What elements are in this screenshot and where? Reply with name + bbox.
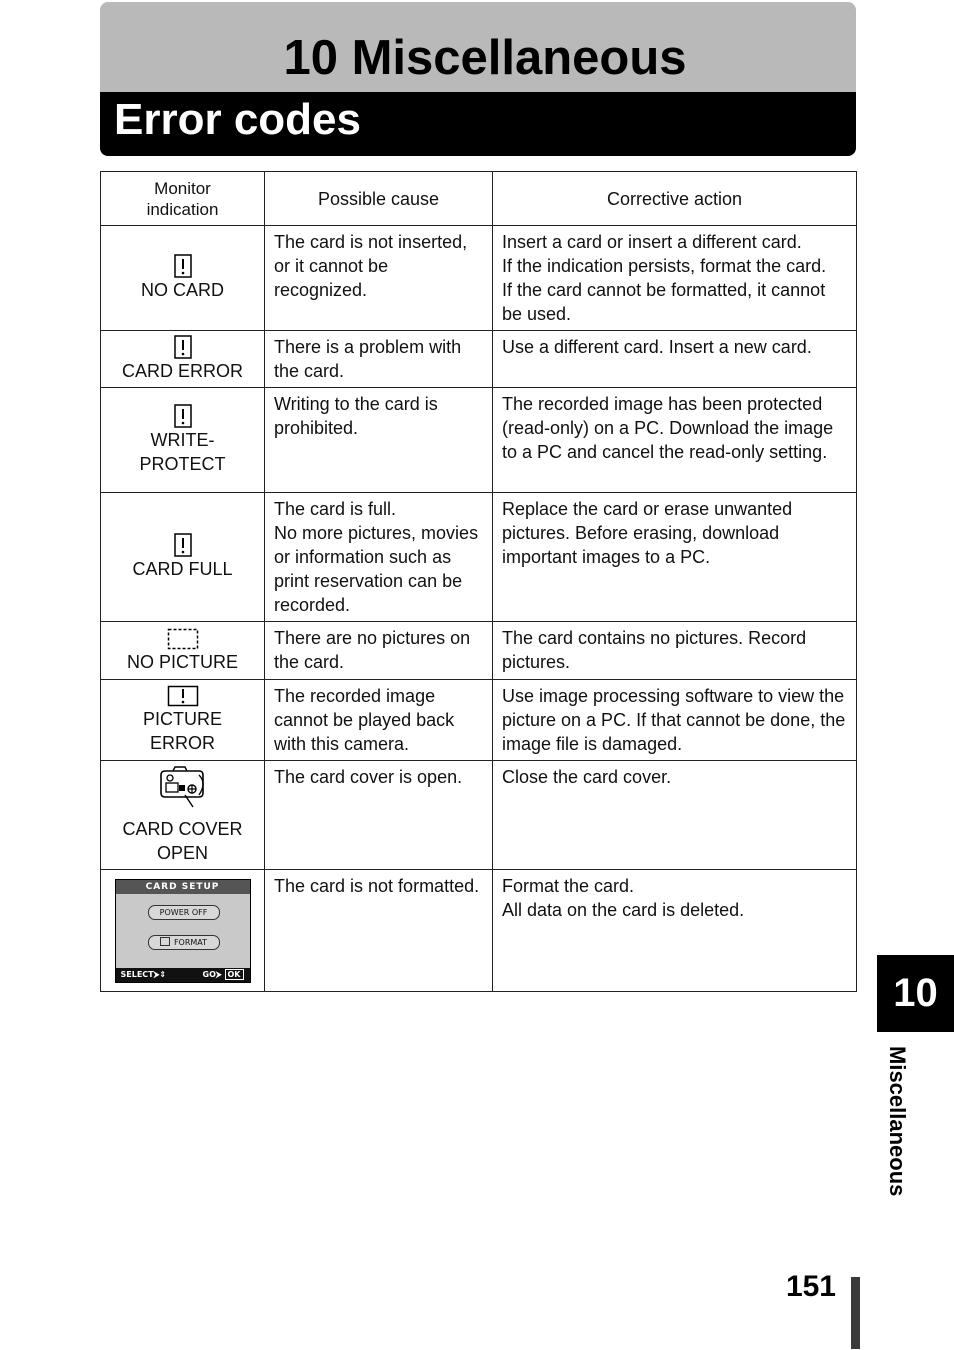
go-hint [203,968,244,982]
monitor-indication-cell [101,761,265,870]
table-row [101,331,857,388]
action-cell: Use a different card. Insert a new card. [493,331,857,388]
error-codes-table [100,171,857,992]
column-header: Corrective action [493,172,857,226]
card-warning-icon [173,254,193,278]
action-cell: Format the card. All data on the card is deleted. [493,870,857,992]
table-row [101,761,857,870]
card-warning-icon [173,533,193,557]
card-warning-icon [173,404,193,428]
table-row [101,493,857,622]
monitor-indication-cell [101,388,265,493]
page-number-bar [851,1277,860,1349]
up-down-arrow-icon: ⇕ [159,969,167,979]
cause-cell: The card cover is open. [265,761,493,870]
select-label: SELECT [120,969,154,979]
indication-label: WRITE- PROTECT [139,430,226,474]
indication-label: CARD COVER OPEN [122,819,243,863]
format-label: FORMAT [173,937,208,947]
indication-label: NO CARD [140,280,224,300]
chapter-side-label: Miscellaneous [885,1046,910,1197]
page-number: 151 [785,1270,836,1303]
card-setup-footer [116,968,250,982]
go-label: GO [202,969,216,979]
monitor-indication-cell [101,680,265,761]
monitor-indication-cell [101,622,265,680]
monitor-indication-cell [101,493,265,622]
cause-cell: The recorded image cannot be played back with this camera. [265,680,493,761]
table-header-row [101,172,857,226]
card-setup-title: CARD SETUP [116,880,250,894]
arrow-right-icon: ⮞ [153,969,160,979]
table-row [101,680,857,761]
chapter-tab: 10 [877,955,954,1032]
card-warning-icon [173,335,193,359]
action-cell: Use image processing software to view the picture on a PC. If that cannot be done, the image file is damaged. [493,680,857,761]
cause-cell: The card is not formatted. [265,870,493,992]
action-cell: Close the card cover. [493,761,857,870]
column-header: Monitor indication [101,172,265,226]
card-setup-screen [115,879,251,983]
arrow-right-icon: ⮞ [215,969,222,979]
monitor-indication-cell [101,870,265,992]
select-hint [121,968,167,982]
cause-cell: The card is not inserted, or it cannot be recognized. [265,226,493,331]
indication-label: PICTURE ERROR [142,709,222,753]
format-option [148,935,220,950]
indication-label: NO PICTURE [126,651,238,672]
table-row [101,388,857,493]
power-off-option: POWER OFF [148,905,220,920]
indication-label: CARD FULL [132,559,233,579]
ok-label: OK [225,969,244,980]
column-header: Possible cause [265,172,493,226]
action-cell: The recorded image has been protected (read-only) on a PC. Download the image to a PC and cancel the read-only setting. [493,388,857,493]
format-icon [160,937,170,946]
action-cell: Insert a card or insert a different card. If the indication persists, format the card. If the card cannot be formatted, it cannot be used. [493,226,857,331]
indication-label: CARD ERROR [121,361,243,381]
action-cell: The card contains no pictures. Record pictures. [493,622,857,680]
empty-frame-icon [167,628,199,650]
cause-cell: Writing to the card is prohibited. [265,388,493,493]
cause-cell: There is a problem with the card. [265,331,493,388]
section-title: Error codes [114,95,361,144]
camera-card-cover-icon [159,765,207,809]
table-row [101,226,857,331]
cause-cell: The card is full. No more pictures, movies or information such as print reservation can be recorded. [265,493,493,622]
picture-warning-icon [167,685,199,707]
chapter-title: 10 Miscellaneous [283,31,687,85]
monitor-indication-cell [101,226,265,331]
table-row [101,622,857,680]
cause-cell: There are no pictures on the card. [265,622,493,680]
action-cell: Replace the card or erase unwanted pictures. Before erasing, download important images to a PC. [493,493,857,622]
table-row [101,870,857,992]
monitor-indication-cell [101,331,265,388]
